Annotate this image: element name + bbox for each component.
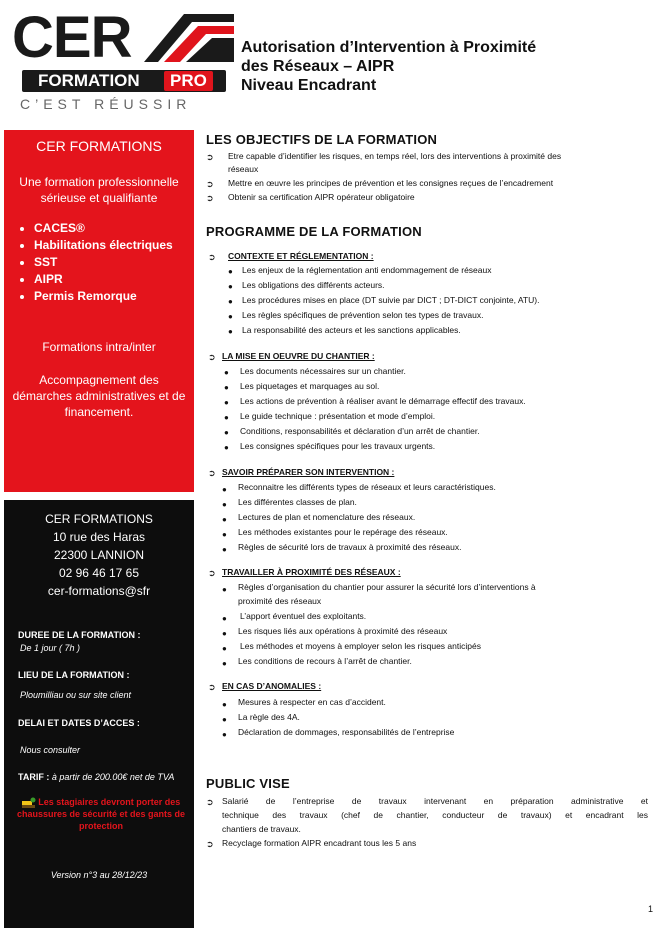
list-item: Les risques liés aux opérations à proximité des réseaux — [238, 626, 448, 636]
list-item: • Habilitations électriques — [34, 237, 173, 254]
bullet-icon: ● — [222, 644, 227, 653]
bullet-icon: ● — [228, 312, 233, 321]
list-item: Le guide technique : présentation et mode d’emploi. — [240, 411, 436, 421]
list-item: Les méthodes et moyens à employer selon les risques anticipés — [240, 641, 481, 651]
phone-number: 02 96 46 17 65 — [58, 566, 140, 580]
tarif-value: à partir de 200.00€ net de TVA — [51, 772, 175, 782]
formations-list — [12, 220, 173, 305]
sidebar-intro: Une formation professionnelle sérieuse et qualifiante — [19, 175, 179, 205]
contact-address — [4, 510, 194, 600]
email-address: cer-formations@sfr — [47, 584, 151, 598]
list-item: Les piquetages et marquages au sol. — [240, 381, 380, 391]
list-item: Règles d’organisation du chantier pour assurer la sécurité lors d’interventions à — [238, 582, 536, 592]
list-item: L’apport éventuel des exploitants. — [240, 611, 367, 621]
arrow-icon: ➲ — [206, 797, 214, 807]
list-item: Mesures à respecter en cas d’accident. — [238, 697, 386, 707]
lieu-value: Ploumilliau ou sur site client — [20, 690, 132, 700]
document-title — [241, 38, 536, 95]
sidebar-accompagnement: Accompagnement des démarches administratives et de financement. — [12, 373, 186, 419]
bullet-icon: ● — [224, 443, 229, 452]
list-item: Les documents nécessaires sur un chantier. — [240, 366, 406, 376]
delai-label: DELAI ET DATES D’ACCES : — [18, 718, 140, 728]
sidebar-red-panel — [4, 130, 194, 492]
safety-shoes-icon — [22, 797, 36, 808]
programme-heading: PROGRAMME DE LA FORMATION — [206, 224, 422, 239]
list-item: Les obligations des différents acteurs. — [242, 280, 385, 290]
bullet-icon: ● — [222, 659, 227, 668]
objectif-text: réseaux — [228, 164, 259, 174]
arrow-icon: ➲ — [208, 352, 216, 362]
bullet-icon: ● — [224, 383, 229, 392]
bullet-icon: ● — [228, 267, 233, 276]
section-title: LA MISE EN OEUVRE DU CHANTIER : — [222, 351, 375, 361]
section-title: EN CAS D’ANOMALIES : — [222, 681, 322, 691]
arrow-icon: ➲ — [206, 152, 214, 162]
list-item: Reconnaitre les différents types de réseaux et leurs caractéristiques. — [238, 482, 496, 492]
sidebar-header: CER FORMATIONS — [36, 138, 162, 154]
list-item: Les méthodes existantes pour le repérage des réseaux. — [238, 527, 448, 537]
arrow-icon: ➲ — [208, 468, 216, 478]
bullet-icon: ● — [224, 428, 229, 437]
logo-slogan: C’EST RÉUSSIR — [20, 96, 192, 112]
address-line: 22300 LANNION — [53, 548, 145, 562]
section-title: CONTEXTE ET RÉGLEMENTATION : — [228, 251, 374, 261]
list-item: Les règles spécifiques de prévention selon tes types de travaux. — [242, 310, 484, 320]
safety-warning — [14, 796, 188, 832]
bullet-icon: ● — [222, 700, 227, 709]
list-item: Règles de sécurité lors de travaux à proximité des réseaux. — [238, 542, 462, 552]
bullet-icon: ● — [222, 614, 227, 623]
public-text: technique des travaux (chef de chantier, conducteur de travaux) et encadrant les — [222, 810, 648, 820]
list-item: Lectures de plan et nomenclature des réseaux. — [238, 512, 416, 522]
bullet-icon: ● — [222, 500, 227, 509]
list-item-continuation: proximité des réseaux — [238, 596, 322, 606]
objectif-text: Mettre en œuvre les principes de prévention et les consignes reçues de l’encadrement — [228, 178, 554, 188]
list-item: • SST — [34, 254, 173, 271]
list-item: • AIPR — [34, 271, 173, 288]
section-title: TRAVAILLER À PROXIMITÉ DES RÉSEAUX : — [222, 567, 401, 577]
bullet-icon: ● — [222, 585, 227, 594]
bullet-icon: ● — [222, 629, 227, 638]
tarif-label: TARIF : — [18, 772, 50, 782]
bullet-icon: ● — [222, 530, 227, 539]
list-item: • Permis Remorque — [34, 288, 173, 305]
tarif — [18, 772, 174, 782]
bullet-icon: ● — [222, 515, 227, 524]
bullet-icon: ● — [222, 545, 227, 554]
list-item: Les procédures mises en place (DT suivie par DICT ; DT-DICT conjointe, ATU). — [242, 295, 540, 305]
arrow-icon: ➲ — [208, 682, 216, 692]
bullet-icon: ● — [222, 730, 227, 739]
sidebar-intra: Formations intra/inter — [42, 340, 156, 354]
title-line-3: Niveau Encadrant — [241, 77, 377, 94]
logo-pro-text: PRO — [164, 71, 213, 91]
section-title: SAVOIR PRÉPARER SON INTERVENTION : — [222, 467, 395, 477]
delai-value: Nous consulter — [20, 745, 81, 755]
list-item: Les consignes spécifiques pour les travaux urgents. — [240, 441, 436, 451]
bullet-icon: ● — [228, 297, 233, 306]
warning-text: Les stagiaires devront porter des chaussures de sécurité et des gants de protection — [16, 797, 186, 832]
title-line-1: Autorisation d’Intervention à Proximité — [241, 39, 537, 56]
list-item: Les enjeux de la réglementation anti endommagement de réseaux — [242, 265, 492, 275]
logo-stripe-icon — [124, 14, 234, 64]
list-item: La règle des 4A. — [238, 712, 300, 722]
bullet-icon: ● — [222, 715, 227, 724]
logo-bar — [22, 70, 226, 92]
list-item: Déclaration de dommages, responsabilités de l’entreprise — [238, 727, 455, 737]
list-item: • CACES® — [34, 220, 173, 237]
bullet-icon: ● — [224, 413, 229, 422]
duree-label: DUREE DE LA FORMATION : — [18, 630, 141, 640]
title-line-2: des Réseaux – AIPR — [241, 58, 395, 75]
bullet-icon: ● — [224, 398, 229, 407]
bullet-icon: ● — [228, 282, 233, 291]
objectifs-heading: LES OBJECTIFS DE LA FORMATION — [206, 132, 438, 147]
address-line: CER FORMATIONS — [45, 512, 153, 526]
bullet-icon: ● — [222, 485, 227, 494]
cer-formation-logo — [12, 5, 232, 112]
logo-cer-text: CER — [12, 5, 132, 70]
list-item: Les actions de prévention à réaliser avant le démarrage effectif des travaux. — [240, 396, 526, 406]
public-text: chantiers de travaux. — [222, 824, 301, 834]
arrow-icon: ➲ — [206, 193, 214, 203]
duree-value: De 1 jour ( 7h ) — [20, 643, 81, 653]
public-heading: PUBLIC VISE — [206, 776, 290, 791]
address-line: 10 rue des Haras — [52, 530, 146, 544]
public-text: Recyclage formation AIPR encadrant tous les 5 ans — [222, 838, 417, 848]
arrow-icon: ➲ — [208, 568, 216, 578]
list-item: Conditions, responsabilités et déclaration d’un arrêt de chantier. — [240, 426, 480, 436]
bullet-icon: ● — [224, 368, 229, 377]
objectif-text: Etre capable d’identifier les risques, en temps réel, lors des interventions à proximité des — [228, 151, 562, 161]
lieu-label: LIEU DE LA FORMATION : — [18, 670, 130, 680]
objectif-text: Obtenir sa certification AIPR opérateur obligatoire — [228, 192, 415, 202]
list-item: La responsabilité des acteurs et les sanctions applicables. — [242, 325, 461, 335]
arrow-icon: ➲ — [208, 252, 216, 262]
logo-formation-text: FORMATION — [38, 71, 140, 90]
sidebar-black-panel — [4, 500, 194, 928]
page-number: 1 — [648, 904, 654, 914]
list-item: Les différentes classes de plan. — [238, 497, 357, 507]
list-item: Les conditions de recours à l’arrêt de chantier. — [238, 656, 412, 666]
arrow-icon: ➲ — [206, 179, 214, 189]
bullet-icon: ● — [228, 327, 233, 336]
arrow-icon: ➲ — [206, 839, 214, 849]
sidebar — [4, 130, 194, 928]
version-text: Version n°3 au 28/12/23 — [50, 870, 148, 880]
public-text: Salarié de l’entreprise de travaux intervenant en préparation administrative et — [222, 796, 648, 806]
